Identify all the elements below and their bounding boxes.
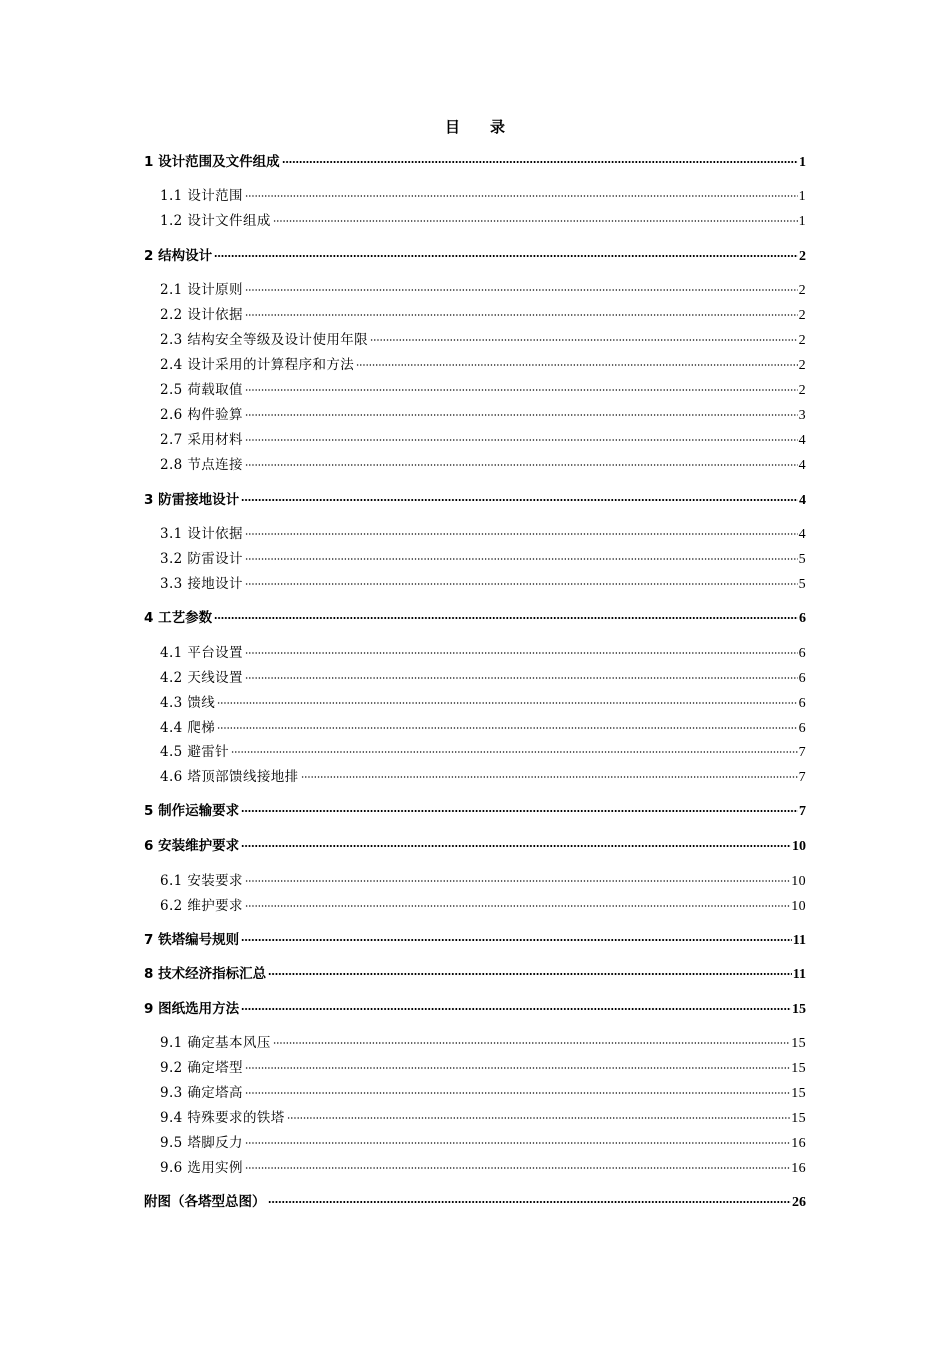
toc-entry-label: 2 结构设计 <box>144 248 213 264</box>
toc-entry-page-number: 6 <box>798 721 806 736</box>
toc-entry-page-number: 6 <box>798 646 806 661</box>
toc-entry-page-number: 10 <box>792 839 806 854</box>
toc-entry-label: 4.6 塔顶部馈线接地排 <box>160 769 299 785</box>
toc-subentry[interactable] <box>160 280 806 300</box>
toc-entry-label: 4.1 平台设置 <box>160 645 243 661</box>
toc-entry-page-number: 5 <box>798 577 806 592</box>
dot-leader <box>282 161 798 163</box>
toc-entry[interactable] <box>144 964 806 984</box>
toc-entry-label: 9 图纸选用方法 <box>144 1001 240 1017</box>
toc-entry-page-number: 2 <box>799 249 806 264</box>
toc-entry-page-number: 11 <box>792 933 806 948</box>
dot-leader <box>245 414 798 416</box>
toc-entry-label: 9.4 特殊要求的铁塔 <box>160 1110 285 1126</box>
toc-subentry[interactable] <box>160 405 806 425</box>
dot-leader <box>231 751 798 753</box>
toc-entry-label: 2.6 构件验算 <box>160 407 243 423</box>
toc-entry-page-number: 6 <box>799 611 806 626</box>
toc-entry-label: 3.2 防雷设计 <box>160 551 243 567</box>
toc-entry-page-number: 6 <box>798 671 806 686</box>
toc-entry-page-number: 3 <box>798 408 806 423</box>
toc-entry-page-number: 15 <box>791 1111 806 1126</box>
dot-leader <box>268 973 792 975</box>
toc-subentry[interactable] <box>160 643 806 663</box>
toc-subentry[interactable] <box>160 1033 806 1053</box>
dot-leader <box>245 905 790 907</box>
toc-entry-page-number: 15 <box>792 1002 806 1017</box>
toc-entry-label: 8 技术经济指标汇总 <box>144 966 267 982</box>
dot-leader <box>273 1042 790 1044</box>
toc-entry-page-number: 4 <box>798 458 806 473</box>
dot-leader <box>245 677 798 679</box>
dot-leader <box>370 339 798 341</box>
toc-entry-page-number: 6 <box>798 696 806 711</box>
toc-entry-label: 9.5 塔脚反力 <box>160 1135 243 1151</box>
dot-leader <box>245 1067 790 1069</box>
dot-leader <box>301 776 798 778</box>
toc-entry-label: 2.5 荷载取值 <box>160 382 243 398</box>
dot-leader <box>245 389 798 391</box>
toc-entry-label: 4.2 天线设置 <box>160 670 243 686</box>
toc-subentry[interactable] <box>160 524 806 544</box>
toc-entry-page-number: 1 <box>798 189 806 204</box>
toc-subentry[interactable] <box>160 693 806 713</box>
dot-leader <box>245 533 798 535</box>
dot-leader <box>241 939 792 941</box>
toc-entry-label: 4 工艺参数 <box>144 610 213 626</box>
toc-entry-label: 9.6 选用实例 <box>160 1160 243 1176</box>
toc-subentry[interactable] <box>160 1108 806 1128</box>
toc-entry-label: 9.2 确定塔型 <box>160 1060 243 1076</box>
dot-leader <box>245 195 798 197</box>
toc-entry[interactable] <box>144 801 806 821</box>
page-title-part2: 录 <box>490 118 506 136</box>
page-title <box>0 116 950 137</box>
toc-subentry[interactable] <box>160 718 806 738</box>
toc-entry-page-number: 15 <box>791 1086 806 1101</box>
toc-subentry[interactable] <box>160 549 806 569</box>
dot-leader <box>214 255 798 257</box>
toc-subentry[interactable] <box>160 355 806 375</box>
toc-entry-label: 6.2 维护要求 <box>160 898 243 914</box>
dot-leader <box>245 880 790 882</box>
toc-subentry[interactable] <box>160 186 806 206</box>
toc-entry[interactable] <box>144 246 806 266</box>
toc-subentry[interactable] <box>160 330 806 350</box>
toc-entry-label: 7 铁塔编号规则 <box>144 932 240 948</box>
toc-entry-label: 4.4 爬梯 <box>160 720 216 736</box>
dot-leader <box>287 1117 791 1119</box>
dot-leader <box>217 702 797 704</box>
toc-entry-page-number: 2 <box>798 308 806 323</box>
toc-entry-label: 3.1 设计依据 <box>160 526 243 542</box>
toc-entry-label: 2.3 结构安全等级及设计使用年限 <box>160 332 369 348</box>
toc-subentry[interactable] <box>160 211 806 231</box>
dot-leader <box>273 220 798 222</box>
toc-entry-page-number: 1 <box>799 155 806 170</box>
toc-entry-page-number: 4 <box>798 527 806 542</box>
toc-entry-label: 2.8 节点连接 <box>160 457 243 473</box>
toc-entry-label: 3.3 接地设计 <box>160 576 243 592</box>
dot-leader <box>241 810 798 812</box>
toc-entry-page-number: 15 <box>791 1061 806 1076</box>
toc-entry-page-number: 1 <box>798 214 806 229</box>
dot-leader <box>245 464 798 466</box>
dot-leader <box>245 1142 790 1144</box>
toc-entry-page-number: 16 <box>791 1161 806 1176</box>
dot-leader <box>217 727 797 729</box>
toc-subentry[interactable] <box>160 574 806 594</box>
toc-entry[interactable] <box>144 836 806 856</box>
toc-entry[interactable] <box>144 608 806 628</box>
dot-leader <box>245 652 798 654</box>
toc-subentry[interactable] <box>160 1058 806 1078</box>
toc-subentry[interactable] <box>160 1083 806 1103</box>
toc-entry-page-number: 5 <box>798 552 806 567</box>
toc-subentry[interactable] <box>160 767 806 787</box>
dot-leader <box>268 1201 792 1203</box>
toc-entry-page-number: 2 <box>798 333 806 348</box>
toc-entry-page-number: 2 <box>798 383 806 398</box>
dot-leader <box>241 499 798 501</box>
toc-entry-page-number: 7 <box>798 770 806 785</box>
toc-subentry[interactable] <box>160 668 806 688</box>
toc-entry-label: 6 安装维护要求 <box>144 838 240 854</box>
dot-leader <box>245 314 798 316</box>
toc-entry-page-number: 15 <box>791 1036 806 1051</box>
toc-subentry[interactable] <box>160 380 806 400</box>
toc-subentry[interactable] <box>160 896 806 916</box>
toc-entry-label: 9.1 确定基本风压 <box>160 1035 271 1051</box>
toc-entry-page-number: 7 <box>799 804 806 819</box>
toc-entry-page-number: 2 <box>798 358 806 373</box>
dot-leader <box>245 289 798 291</box>
toc-subentry[interactable] <box>160 871 806 891</box>
toc-entry-page-number: 2 <box>798 283 806 298</box>
page-title-part1: 目 <box>444 118 460 136</box>
toc-entry[interactable] <box>144 930 806 950</box>
toc-entry-label: 2.1 设计原则 <box>160 282 243 298</box>
toc-entry-page-number: 26 <box>792 1195 806 1210</box>
dot-leader <box>245 583 798 585</box>
toc-entry-label: 1.2 设计文件组成 <box>160 213 271 229</box>
dot-leader <box>245 1167 790 1169</box>
toc-subentry[interactable] <box>160 455 806 475</box>
toc-entry-label: 1.1 设计范围 <box>160 188 243 204</box>
dot-leader <box>241 845 791 847</box>
dot-leader <box>245 558 798 560</box>
dot-leader <box>214 617 798 619</box>
toc-entry-label: 2.2 设计依据 <box>160 307 243 323</box>
toc-entry-label: 5 制作运输要求 <box>144 803 240 819</box>
dot-leader <box>245 439 798 441</box>
toc-entry[interactable] <box>144 490 806 510</box>
toc-entry-label: 附图（各塔型总图） <box>144 1194 266 1210</box>
dot-leader <box>241 1008 791 1010</box>
toc-entry-label: 2.4 设计采用的计算程序和方法 <box>160 357 355 373</box>
dot-leader <box>356 364 797 366</box>
toc-subentry[interactable] <box>160 305 806 325</box>
toc-entry-page-number: 4 <box>799 493 806 508</box>
toc-entry[interactable] <box>144 152 806 172</box>
toc-subentry[interactable] <box>160 1133 806 1153</box>
toc-subentry[interactable] <box>160 742 806 762</box>
toc-entry-page-number: 16 <box>791 1136 806 1151</box>
toc-entry-page-number: 10 <box>791 899 806 914</box>
toc-entry-label: 2.7 采用材料 <box>160 432 243 448</box>
toc-entry-label: 4.3 馈线 <box>160 695 216 711</box>
dot-leader <box>245 1092 790 1094</box>
toc-entry-page-number: 11 <box>792 967 806 982</box>
toc-entry-label: 6.1 安装要求 <box>160 873 243 889</box>
toc-entry-label: 4.5 避雷针 <box>160 744 230 760</box>
toc-entry-page-number: 7 <box>798 745 806 760</box>
toc-entry-label: 9.3 确定塔高 <box>160 1085 243 1101</box>
toc-entry[interactable] <box>144 999 806 1019</box>
toc-entry-label: 3 防雷接地设计 <box>144 492 240 508</box>
toc-entry[interactable] <box>144 1192 806 1212</box>
toc-entry-page-number: 4 <box>798 433 806 448</box>
toc-subentry[interactable] <box>160 430 806 450</box>
toc-subentry[interactable] <box>160 1158 806 1178</box>
toc-entry-page-number: 10 <box>791 874 806 889</box>
toc-entry-label: 1 设计范围及文件组成 <box>144 154 280 170</box>
